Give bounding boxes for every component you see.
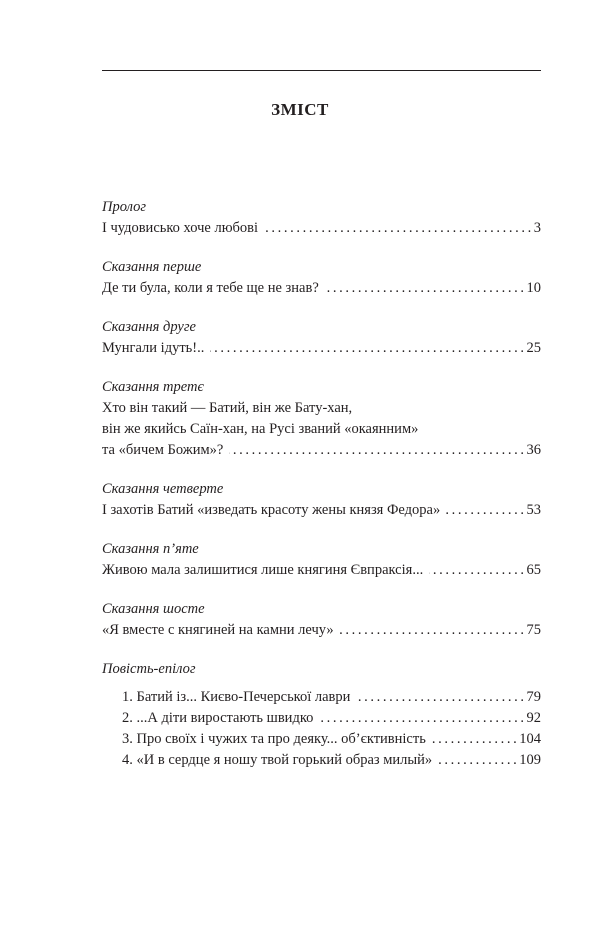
- toc-entry[interactable]: [102, 500, 541, 521]
- entry-title: І чудовисько хоче любові: [102, 220, 259, 236]
- section-label: Сказання четверте: [102, 481, 224, 497]
- page-title: ЗМІСТ: [271, 100, 329, 119]
- page-number: 75: [526, 622, 541, 638]
- dot-leader: [340, 620, 524, 641]
- dot-leader: [210, 338, 523, 359]
- toc-entry[interactable]: [102, 620, 541, 641]
- entry-title: Живою мала залишитися лише княгиня Євпраксія...: [102, 562, 424, 578]
- entry-title: 4. «И в сердце я ношу твой горький образ милый»: [122, 752, 433, 768]
- section-label: Сказання перше: [102, 259, 202, 275]
- toc-section: [102, 377, 541, 461]
- entry-title: Мунгали ідуть!..: [102, 340, 205, 356]
- toc-section: [102, 479, 541, 521]
- page-number: 3: [533, 220, 541, 236]
- dot-leader: [432, 729, 516, 750]
- page-number: 92: [526, 710, 541, 726]
- page-number: 65: [526, 562, 541, 578]
- entry-title: І захотів Батий «изведать красоту жены князя Федора»: [102, 502, 441, 518]
- section-label: Сказання п’яте: [102, 541, 199, 557]
- toc-entry[interactable]: [102, 687, 541, 708]
- toc-section: [102, 317, 541, 359]
- entry-title-line: Хто він такий — Батий, він же Бату-хан,: [102, 400, 353, 416]
- dot-leader: [446, 500, 523, 521]
- page-number: 53: [526, 502, 541, 518]
- toc-entry[interactable]: [102, 338, 541, 359]
- dot-leader: [319, 708, 523, 729]
- section-label: Сказання друге: [102, 319, 196, 335]
- toc-section: [102, 197, 541, 239]
- toc-section: [102, 257, 541, 299]
- toc-section: [102, 599, 541, 641]
- toc-entry[interactable]: [102, 560, 541, 581]
- toc-section-epilogue: [102, 659, 541, 771]
- page-number: 25: [526, 340, 541, 356]
- section-label: Повість-епілог: [102, 661, 196, 677]
- section-label: Пролог: [102, 199, 147, 215]
- entry-title: 1. Батий із... Києво-Печерської лаври: [122, 689, 351, 705]
- toc-entry[interactable]: [102, 440, 541, 461]
- entry-title: «Я вместе с княгиней на камни лечу»: [102, 622, 334, 638]
- dot-leader: [429, 560, 523, 581]
- page-number: 10: [526, 280, 541, 296]
- toc-entry[interactable]: [102, 750, 541, 771]
- page-number: 79: [526, 689, 541, 705]
- dot-leader: [229, 440, 523, 461]
- toc-section: [102, 539, 541, 581]
- toc-entry[interactable]: [102, 708, 541, 729]
- dot-leader: [325, 278, 524, 299]
- entry-title: та «бичем Божим»?: [102, 442, 224, 458]
- toc-entry[interactable]: [102, 218, 541, 239]
- page-number: 104: [519, 731, 541, 747]
- top-rule: [102, 70, 541, 71]
- table-of-contents: [102, 197, 541, 789]
- dot-leader: [438, 750, 516, 771]
- dot-leader: [264, 218, 531, 239]
- page-number: 109: [519, 752, 541, 768]
- section-label: Сказання третє: [102, 379, 204, 395]
- toc-entry[interactable]: [102, 729, 541, 750]
- entry-title-line: він же якийсь Саїн-хан, на Русі званий «окаянним»: [102, 421, 419, 437]
- entry-title: Де ти була, коли я тебе ще не знав?: [102, 280, 319, 296]
- entry-title: 2. ...А діти виростають швидко: [122, 710, 314, 726]
- section-label: Сказання шосте: [102, 601, 205, 617]
- entry-title: 3. Про своїх і чужих та про деяку... об’єктивність: [122, 731, 426, 747]
- page-number: 36: [526, 442, 541, 458]
- dot-leader: [356, 687, 523, 708]
- toc-entry[interactable]: [102, 278, 541, 299]
